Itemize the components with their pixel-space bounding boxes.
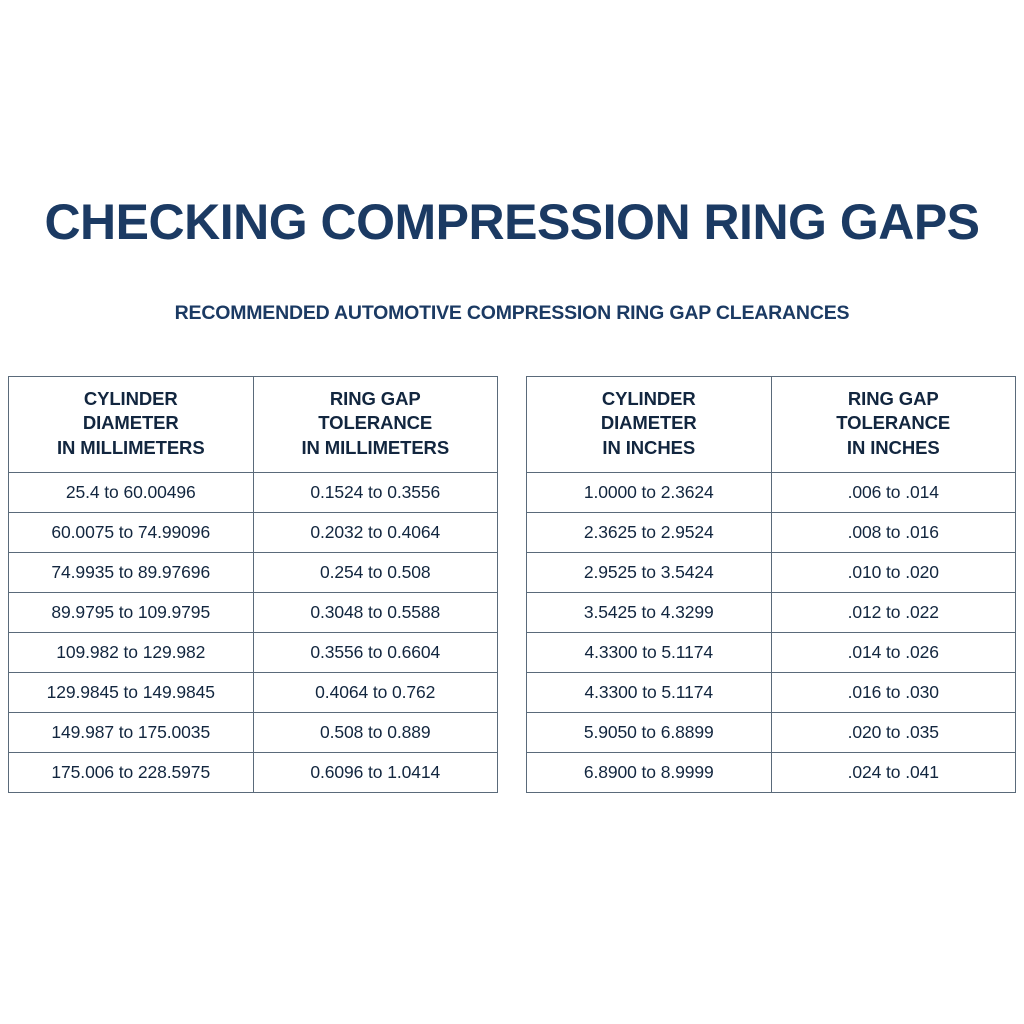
cell-cylinder-diameter: 109.982 to 129.982 xyxy=(9,633,254,673)
page-subtitle: RECOMMENDED AUTOMOTIVE COMPRESSION RING GAP CLEARANCES xyxy=(174,302,850,324)
cell-ring-gap-tolerance: .016 to .030 xyxy=(771,673,1016,713)
table-row xyxy=(527,713,1016,753)
table-row xyxy=(527,753,1016,793)
header-line-2: DIAMETER xyxy=(600,412,697,434)
cell-ring-gap-tolerance: 0.1524 to 0.3556 xyxy=(253,473,498,513)
header-line-1: CYLINDER xyxy=(83,388,178,409)
header-line-3: IN INCHES xyxy=(602,436,696,458)
cell-ring-gap-tolerance: .006 to .014 xyxy=(771,473,1016,513)
cell-cylinder-diameter: 25.4 to 60.00496 xyxy=(9,473,254,513)
cell-cylinder-diameter: 175.006 to 228.5975 xyxy=(9,753,254,793)
cell-cylinder-diameter: 1.0000 to 2.3624 xyxy=(527,473,772,513)
column-header-cylinder-diameter-in xyxy=(527,377,772,473)
cell-ring-gap-tolerance: .024 to .041 xyxy=(771,753,1016,793)
table-row xyxy=(9,673,498,713)
cell-cylinder-diameter: 129.9845 to 149.9845 xyxy=(9,673,254,713)
column-header-ring-gap-tolerance-mm xyxy=(253,377,498,473)
table-row xyxy=(9,633,498,673)
header-line-1: CYLINDER xyxy=(601,388,696,409)
header-line-2: DIAMETER xyxy=(82,412,179,434)
header-line-3: IN INCHES xyxy=(846,436,940,458)
cell-cylinder-diameter: 4.3300 to 5.1174 xyxy=(527,673,772,713)
cell-cylinder-diameter: 6.8900 to 8.9999 xyxy=(527,753,772,793)
table-header-row xyxy=(9,377,498,473)
table-row xyxy=(527,473,1016,513)
table-row xyxy=(9,593,498,633)
imperial-table-head xyxy=(527,377,1016,473)
table-row xyxy=(527,593,1016,633)
cell-ring-gap-tolerance: .010 to .020 xyxy=(771,553,1016,593)
table-row xyxy=(527,633,1016,673)
cell-ring-gap-tolerance: 0.254 to 0.508 xyxy=(253,553,498,593)
metric-table-body xyxy=(9,473,498,793)
table-row xyxy=(527,673,1016,713)
cell-ring-gap-tolerance: 0.3556 to 0.6604 xyxy=(253,633,498,673)
cell-cylinder-diameter: 5.9050 to 6.8899 xyxy=(527,713,772,753)
column-header-cylinder-diameter-mm xyxy=(9,377,254,473)
page-title: CHECKING COMPRESSION RING GAPS xyxy=(44,194,980,250)
imperial-table-body xyxy=(527,473,1016,793)
cell-cylinder-diameter: 4.3300 to 5.1174 xyxy=(527,633,772,673)
table-row xyxy=(9,713,498,753)
cell-cylinder-diameter: 2.3625 to 2.9524 xyxy=(527,513,772,553)
table-row xyxy=(9,513,498,553)
table-row xyxy=(9,553,498,593)
cell-ring-gap-tolerance: .014 to .026 xyxy=(771,633,1016,673)
header-line-3: IN MILLIMETERS xyxy=(301,436,450,458)
header-line-2: TOLERANCE xyxy=(836,412,951,434)
cell-ring-gap-tolerance: 0.4064 to 0.762 xyxy=(253,673,498,713)
table-row xyxy=(527,553,1016,593)
table-row xyxy=(9,753,498,793)
cell-ring-gap-tolerance: .020 to .035 xyxy=(771,713,1016,753)
header-line-3: IN MILLIMETERS xyxy=(56,436,205,458)
header-line-1: RING GAP xyxy=(847,388,939,409)
cell-cylinder-diameter: 149.987 to 175.0035 xyxy=(9,713,254,753)
cell-cylinder-diameter: 2.9525 to 3.5424 xyxy=(527,553,772,593)
column-header-ring-gap-tolerance-in xyxy=(771,377,1016,473)
cell-cylinder-diameter: 89.9795 to 109.9795 xyxy=(9,593,254,633)
cell-ring-gap-tolerance: 0.6096 to 1.0414 xyxy=(253,753,498,793)
cell-cylinder-diameter: 74.9935 to 89.97696 xyxy=(9,553,254,593)
cell-ring-gap-tolerance: .012 to .022 xyxy=(771,593,1016,633)
metric-table-head xyxy=(9,377,498,473)
metric-table xyxy=(8,376,498,793)
cell-ring-gap-tolerance: 0.2032 to 0.4064 xyxy=(253,513,498,553)
table-header-row xyxy=(527,377,1016,473)
imperial-table xyxy=(526,376,1016,793)
header-line-2: TOLERANCE xyxy=(318,412,433,434)
cell-cylinder-diameter: 60.0075 to 74.99096 xyxy=(9,513,254,553)
table-row xyxy=(527,513,1016,553)
tables-container xyxy=(0,376,1024,793)
cell-ring-gap-tolerance: .008 to .016 xyxy=(771,513,1016,553)
cell-cylinder-diameter: 3.5425 to 4.3299 xyxy=(527,593,772,633)
cell-ring-gap-tolerance: 0.508 to 0.889 xyxy=(253,713,498,753)
table-row xyxy=(9,473,498,513)
cell-ring-gap-tolerance: 0.3048 to 0.5588 xyxy=(253,593,498,633)
header-line-1: RING GAP xyxy=(329,388,421,409)
